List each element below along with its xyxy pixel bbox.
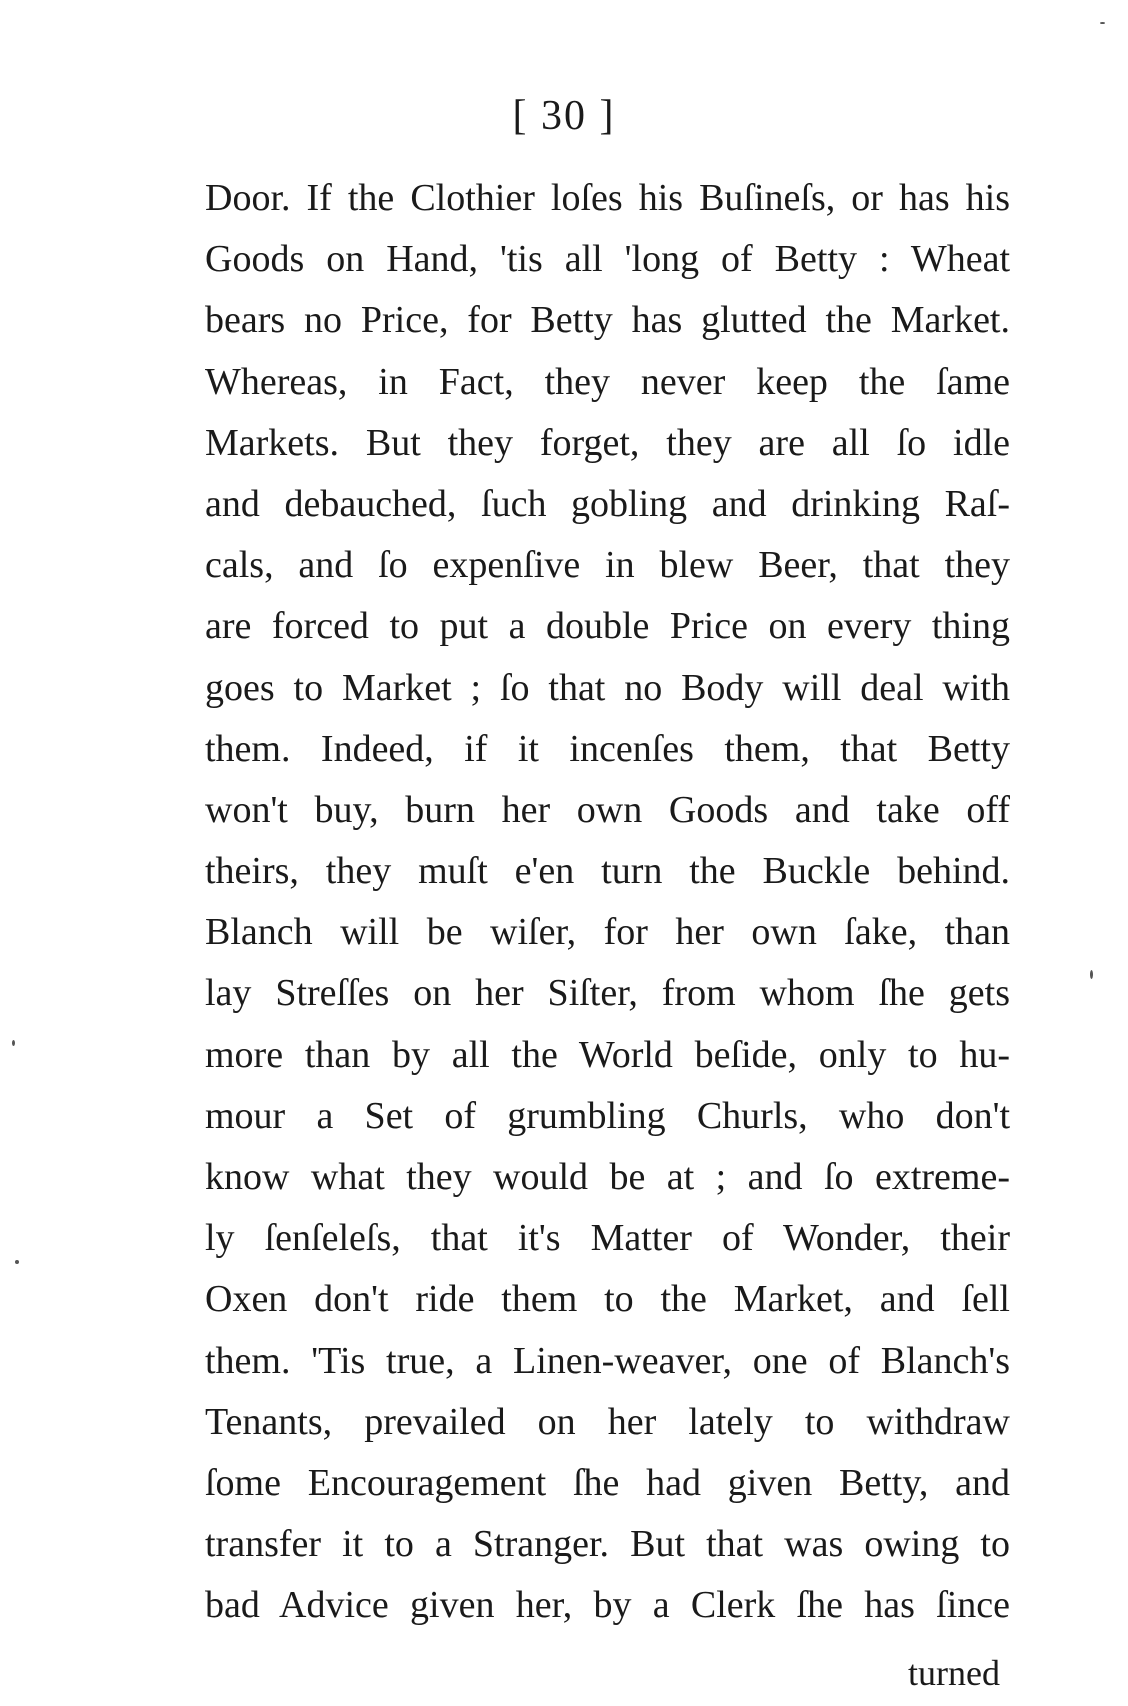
text-line: them. 'Tis true, a Linen-weaver, one of Blanch's: [205, 1339, 1010, 1382]
text-line: Markets. But they forget, they are all ſo idle: [205, 421, 1010, 464]
catchword: turned: [908, 1653, 1000, 1693]
text-line: goes to Market ; ſo that no Body will deal with: [205, 666, 1010, 709]
page-number: [ 30 ]: [512, 93, 616, 139]
text-line: won't buy, burn her own Goods and take off: [205, 788, 1010, 831]
text-line: them. Indeed, if it incenſes them, that Betty: [205, 727, 1010, 770]
text-line: more than by all the World beſide, only to hu-: [205, 1033, 1010, 1076]
scan-speck: [15, 1260, 19, 1264]
text-line: ly ſenſeleſs, that it's Matter of Wonder, their: [205, 1217, 1010, 1260]
text-line: Door. If the Clothier loſes his Buſineſs, or has his: [205, 177, 1010, 219]
text-line: ſome Encouragement ſhe had given Betty, and: [205, 1461, 1010, 1504]
body-text: [205, 168, 1010, 1637]
text-line: theirs, they muſt e'en turn the Buckle behind.: [205, 850, 1010, 893]
scan-speck: [1100, 22, 1105, 24]
text-line: bears no Price, for Betty has glutted the Market.: [205, 299, 1010, 342]
text-line: know what they would be at ; and ſo extreme-: [205, 1156, 1010, 1198]
text-line: Oxen don't ride them to the Market, and ſell: [205, 1278, 1010, 1321]
text-line: transfer it to a Stranger. But that was owing to: [205, 1523, 1010, 1566]
text-line: Tenants, prevailed on her lately to withdraw: [205, 1400, 1010, 1443]
text-line: and debauched, ſuch gobling and drinking Raſ-: [205, 482, 1010, 525]
text-line: lay Streſſes on her Siſter, from whom ſhe gets: [205, 972, 1010, 1015]
text-line: Blanch will be wiſer, for her own ſake, than: [205, 911, 1010, 954]
text-line: cals, and ſo expenſive in blew Beer, that they: [205, 544, 1010, 587]
text-line: Whereas, in Fact, they never keep the ſame: [205, 360, 1010, 403]
scan-speck: [1090, 970, 1093, 979]
text-line: Goods on Hand, 'tis all 'long of Betty : Wheat: [205, 238, 1010, 281]
text-line: are forced to put a double Price on every thing: [205, 605, 1010, 648]
text-line: mour a Set of grumbling Churls, who don't: [205, 1094, 1010, 1137]
text-line: bad Advice given her, by a Clerk ſhe has ſince: [205, 1584, 1010, 1627]
scan-speck: [12, 1040, 15, 1046]
